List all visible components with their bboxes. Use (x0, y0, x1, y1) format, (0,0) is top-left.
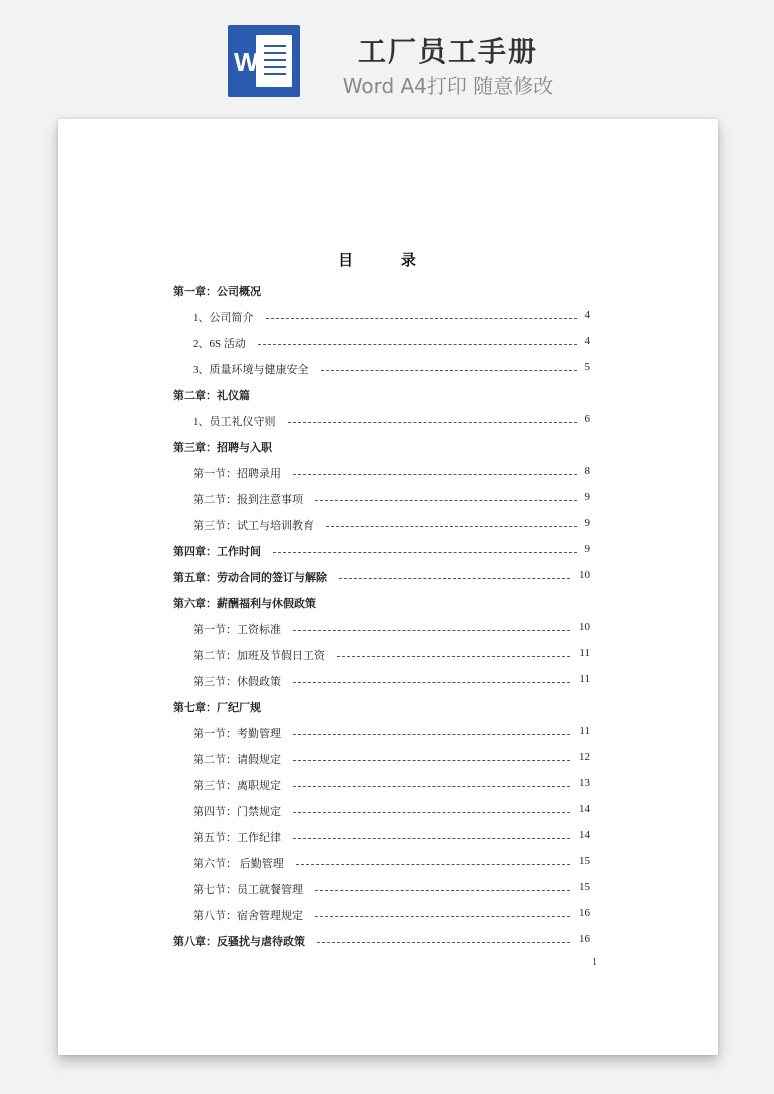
toc-entry-label: 1、员工礼仪守则 (193, 416, 276, 428)
toc-section-entry[interactable] (193, 309, 590, 327)
toc-section-entry[interactable] (193, 881, 590, 899)
toc-entry-page: 9 (584, 543, 590, 555)
toc-entry-label: 第二节：加班及节假日工资 (193, 650, 325, 662)
banner-title: 工厂员工手册 (357, 35, 538, 68)
toc-leader-dots (339, 578, 570, 579)
toc-leader-dots (293, 838, 570, 839)
toc-section-entry[interactable] (193, 361, 590, 379)
toc-entry-label: 第一节：招聘录用 (193, 468, 281, 480)
word-icon (228, 25, 300, 97)
toc-entry-page: 11 (579, 673, 590, 685)
toc-entry-page: 9 (584, 491, 590, 503)
toc-section-entry[interactable] (193, 621, 590, 639)
toc-entry-label: 第八节：宿舍管理规定 (193, 910, 303, 922)
toc-leader-dots (296, 864, 570, 865)
toc-chapter-entry[interactable] (173, 595, 590, 613)
toc-entry-label: 第七节：员工就餐管理 (193, 884, 303, 896)
toc-chapter-entry[interactable] (173, 387, 590, 405)
toc-leader-dots (315, 916, 570, 917)
toc-chapter-entry[interactable] (173, 439, 590, 457)
toc-entry-label: 3、质量环境与健康安全 (193, 364, 309, 376)
toc-section-entry[interactable] (193, 777, 590, 795)
word-icon-letter: W (234, 47, 259, 77)
toc-entry-label: 第二节：请假规定 (193, 754, 281, 766)
toc-leader-dots (293, 474, 577, 475)
toc-leader-dots (293, 812, 570, 813)
toc-entry-page: 16 (579, 933, 590, 945)
toc-entry-label: 第三节：离职规定 (193, 780, 281, 792)
toc-section-entry[interactable] (193, 751, 590, 769)
toc-entry-label: 第四节：门禁规定 (193, 806, 281, 818)
toc-entry-label: 第六章：薪酬福利与休假政策 (173, 598, 316, 610)
toc-leader-dots (266, 318, 577, 319)
toc-chapter-entry[interactable] (173, 569, 590, 587)
toc-entry-page: 14 (579, 829, 590, 841)
toc-section-entry[interactable] (193, 673, 590, 691)
toc-section-entry[interactable] (193, 907, 590, 925)
toc-entry-page: 12 (579, 751, 590, 763)
toc-entry-label: 2、6S 活动 (193, 338, 246, 350)
toc-entry-label: 第一节：考勤管理 (193, 728, 281, 740)
toc-entry-label: 第三节：休假政策 (193, 676, 281, 688)
toc-entry-label: 第二章：礼仪篇 (173, 390, 250, 402)
toc-section-entry[interactable] (193, 803, 590, 821)
toc-chapter-entry[interactable] (173, 283, 590, 301)
banner-subtitle: Word A4打印 随意修改 (342, 74, 554, 98)
header (0, 0, 774, 110)
toc-entry-label: 第二节：报到注意事项 (193, 494, 303, 506)
toc-leader-dots (293, 630, 570, 631)
toc-entry-page: 11 (579, 725, 590, 737)
toc-chapter-entry[interactable] (173, 933, 590, 951)
toc-leader-dots (315, 500, 577, 501)
toc-leader-dots (293, 734, 570, 735)
toc-leader-dots (293, 786, 570, 787)
toc-section-entry[interactable] (193, 491, 590, 509)
toc-entry-label: 第三节：试工与培训教育 (193, 520, 314, 532)
toc-entry-label: 第八章：反骚扰与虐待政策 (173, 936, 305, 948)
toc-title: 目 录 (338, 253, 438, 269)
toc-chapter-entry[interactable] (173, 699, 590, 717)
toc-entry-label: 第一节：工资标准 (193, 624, 281, 636)
toc-entry-page: 4 (584, 309, 590, 321)
toc-leader-dots (315, 890, 570, 891)
toc-entry-label: 第五节：工作纪律 (193, 832, 281, 844)
toc-entry-page: 5 (584, 361, 590, 373)
toc-entry-page: 4 (584, 335, 590, 347)
toc-section-entry[interactable] (193, 647, 590, 665)
toc-entry-label: 第五章：劳动合同的签订与解除 (173, 572, 327, 584)
toc-leader-dots (293, 760, 570, 761)
toc-section-entry[interactable] (193, 855, 590, 873)
toc-section-entry[interactable] (193, 829, 590, 847)
toc-entry-page: 11 (579, 647, 590, 659)
toc-section-entry[interactable] (193, 517, 590, 535)
toc-entry-page: 16 (579, 907, 590, 919)
toc-section-entry[interactable] (193, 413, 590, 431)
toc-entry-page: 10 (579, 569, 590, 581)
toc-entry-page: 8 (584, 465, 590, 477)
toc-leader-dots (258, 344, 577, 345)
toc-entry-page: 15 (579, 855, 590, 867)
toc-entry-label: 1、公司简介 (193, 312, 254, 324)
toc-leader-dots (317, 942, 570, 943)
toc-leader-dots (337, 656, 570, 657)
toc-section-entry[interactable] (193, 335, 590, 353)
toc-leader-dots (293, 682, 570, 683)
toc-entry-page: 13 (579, 777, 590, 789)
toc-entry-page: 6 (584, 413, 590, 425)
toc-entry-label: 第六节： 后勤管理 (193, 858, 284, 870)
toc-entry-page: 15 (579, 881, 590, 893)
toc-leader-dots (321, 370, 577, 371)
toc-entry-label: 第七章：厂纪厂规 (173, 702, 261, 714)
toc-entry-page: 9 (584, 517, 590, 529)
toc-leader-dots (326, 526, 577, 527)
toc-entry-label: 第三章：招聘与入职 (173, 442, 272, 454)
document-page (58, 119, 718, 1055)
toc-entry-page: 14 (579, 803, 590, 815)
toc-section-entry[interactable] (193, 465, 590, 483)
toc-entry-label: 第一章：公司概况 (173, 286, 261, 298)
toc-entry-page: 10 (579, 621, 590, 633)
toc-chapter-entry[interactable] (173, 543, 590, 561)
toc-entry-label: 第四章：工作时间 (173, 546, 261, 558)
toc-leader-dots (288, 422, 577, 423)
toc-leader-dots (273, 552, 577, 553)
toc-section-entry[interactable] (193, 725, 590, 743)
page-number: 1 (592, 957, 597, 968)
